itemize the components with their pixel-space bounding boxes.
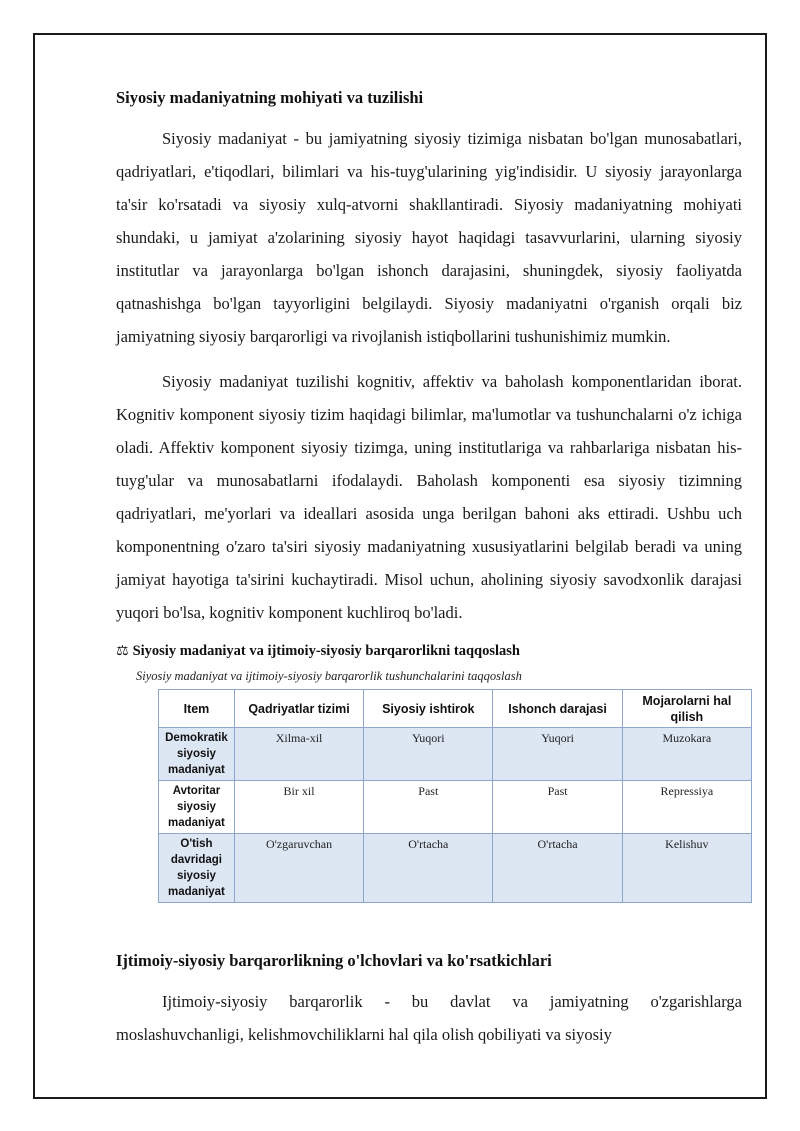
column-header: Mojarolarni hal qilish xyxy=(622,690,751,728)
table-cell: O'zgaruvchan xyxy=(234,834,363,903)
row-header: Avtoritar siyosiy madaniyat xyxy=(159,781,235,834)
table-cell: O'rtacha xyxy=(364,834,493,903)
table-cell: Bir xil xyxy=(234,781,363,834)
row-header: O'tish davridagi siyosiy madaniyat xyxy=(159,834,235,903)
table-caption-text: Siyosiy madaniyat va ijtimoiy-siyosiy barqarorlikni taqqoslash xyxy=(132,643,520,659)
column-header: Siyosiy ishtirok xyxy=(364,690,493,728)
paragraph-essence: Siyosiy madaniyat - bu jamiyatning siyosiy tizimiga nisbatan bo'lgan munosabatlari, qadriyatlari, e'tiqodlari, bilimlari va his-tuyg'ularining yig'indisidir. U siyosiy jarayonlarga ta'sir ko'rsatadi va siyosiy xulq-atvorni shakllantiradi. Siyosiy madaniyatning mohiyati shundaki, u jamiyat a'zolarining siyosiy hayot haqidagi tasavvurlarini, ularning siyosiy institutlar va jarayonlarga bo'lgan ishonch darajasini, shuningdek, siyosiy faoliyatda qatnashishga bo'lgan tayyorligini belgilaydi. Siyosiy madaniyatni o'rganish orqali biz jamiyatning siyosiy barqarorligi va rivojlanish istiqbollarini tushunishimiz mumkin. xyxy=(116,129,742,346)
section-heading-political-culture: Siyosiy madaniyatning mohiyati va tuzilishi xyxy=(116,88,424,107)
column-header: Item xyxy=(159,690,235,728)
table-cell: Yuqori xyxy=(364,728,493,781)
column-header: Ishonch darajasi xyxy=(493,690,622,728)
table-cell: Yuqori xyxy=(493,728,622,781)
table-cell: Muzokara xyxy=(622,728,751,781)
table-row xyxy=(159,728,752,781)
comparison-table xyxy=(158,689,752,903)
scale-icon: ⚖ xyxy=(116,643,129,659)
paragraph-structure: Siyosiy madaniyat tuzilishi kognitiv, affektiv va baholash komponentlaridan iborat. Kognitiv komponent siyosiy tizim haqidagi bilimlar, ma'lumotlar va tushunchalarni o'z ichiga oladi. Affektiv komponent siyosiy tizimga, uning institutlariga va rahbarlariga nisbatan his-tuyg'ular va munosabatlarni ifodalaydi. Baholash komponenti esa siyosiy tizimning qadriyatlari, me'yorlari va ideallari asosida unga berilgan bahoni aks ettiradi. Ushbu uch komponentning o'zaro ta'siri siyosiy madaniyatning xususiyatlarini belgilab beradi va uning jamiyat hayotiga ta'sirini kuchaytiradi. Misol uchun, aholining siyosiy savodxonlik darajasi yuqori bo'lsa, kognitiv komponent kuchliroq bo'ladi. xyxy=(116,372,742,622)
table-cell: Past xyxy=(493,781,622,834)
table-cell: Past xyxy=(364,781,493,834)
table-row xyxy=(159,781,752,834)
column-header: Qadriyatlar tizimi xyxy=(234,690,363,728)
row-header: Demokratik siyosiy madaniyat xyxy=(159,728,235,781)
table-cell: O'rtacha xyxy=(493,834,622,903)
paragraph-stability: Ijtimoiy-siyosiy barqarorlik - bu davlat va jamiyatning o'zgarishlarga moslashuvchanligi, kelishmovchiliklarni hal qila olish qobiliyati va siyosiy xyxy=(116,992,742,1044)
section-heading-stability: Ijtimoiy-siyosiy barqarorlikning o'lchovlari va ko'rsatkichlari xyxy=(116,951,552,970)
table-subcaption: Siyosiy madaniyat va ijtimoiy-siyosiy barqarorlik tushunchalarini taqqoslash xyxy=(136,669,522,683)
table-cell: Kelishuv xyxy=(622,834,751,903)
table-cell: Repressiya xyxy=(622,781,751,834)
document-body xyxy=(116,86,742,1063)
table-row xyxy=(159,834,752,903)
table-caption xyxy=(116,641,742,661)
table-cell: Xilma-xil xyxy=(234,728,363,781)
table-header-row xyxy=(159,690,752,728)
